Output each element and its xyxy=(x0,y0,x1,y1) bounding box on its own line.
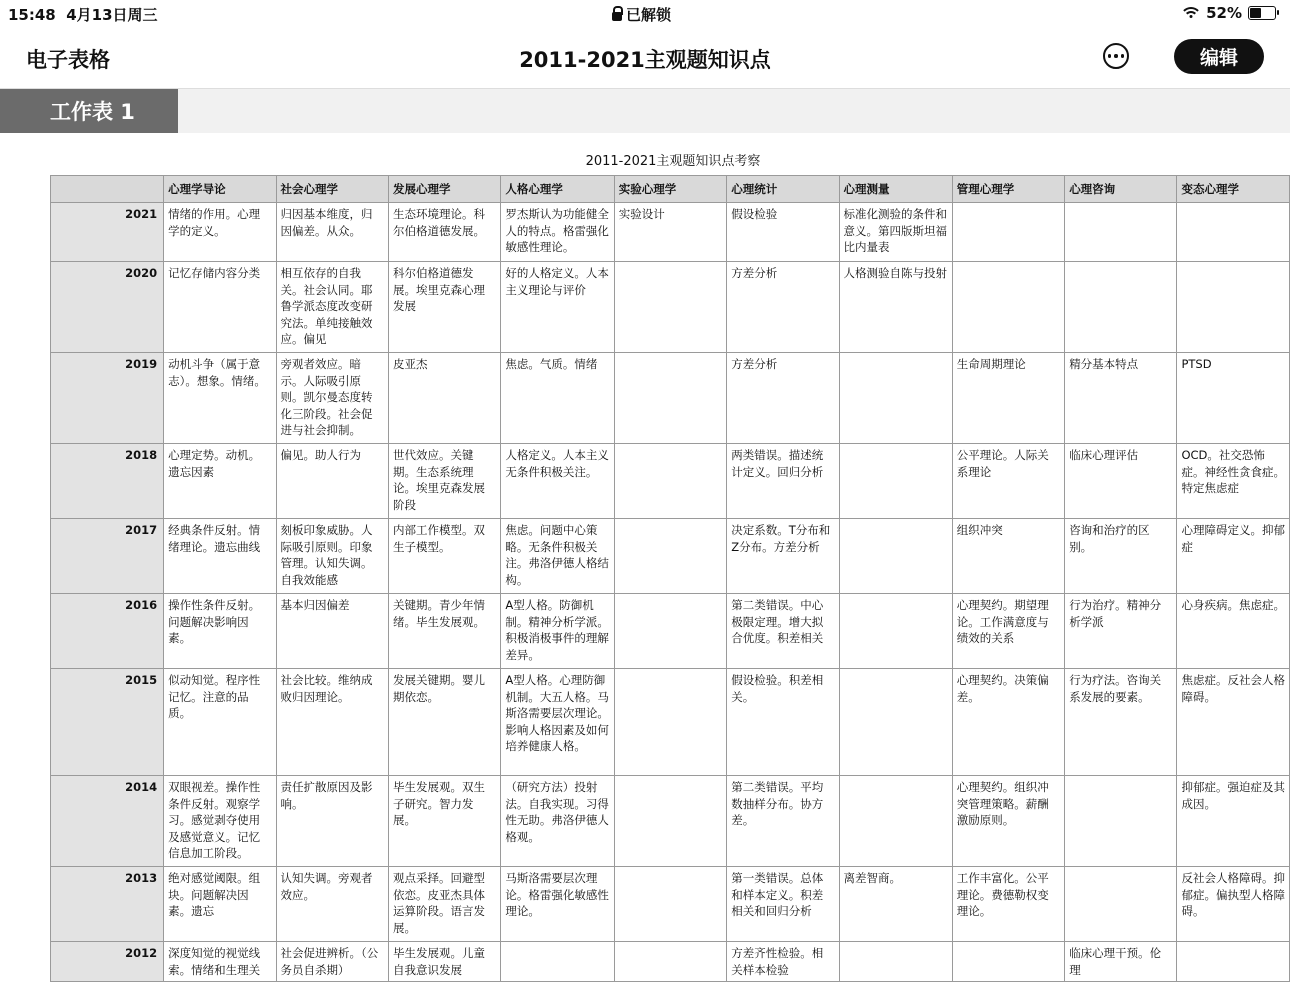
table-cell[interactable]: 第二类错误。平均数抽样分布。协方差。 xyxy=(727,776,839,867)
table-cell[interactable]: 方差分析 xyxy=(727,353,839,444)
table-cell[interactable]: 第一类错误。总体和样本定义。积差相关和回归分析 xyxy=(727,867,839,942)
table-cell[interactable] xyxy=(614,444,726,519)
table-cell[interactable] xyxy=(839,444,952,519)
table-cell[interactable]: 心理定势。动机。遗忘因素 xyxy=(164,444,276,519)
column-header[interactable]: 实验心理学 xyxy=(614,176,726,203)
table-cell[interactable]: 公平理论。人际关系理论 xyxy=(952,444,1064,519)
table-cell[interactable]: 绝对感觉阈限。组块。问题解决因素。遗忘 xyxy=(164,867,276,942)
edit-button[interactable]: 编辑 xyxy=(1174,39,1264,74)
table-cell[interactable]: 深度知觉的视觉线索。情绪和生理关 xyxy=(164,942,276,982)
table-cell[interactable]: 生态环境理论。科尔伯格道德发展。 xyxy=(388,203,500,262)
table-cell[interactable] xyxy=(839,353,952,444)
table-cell[interactable]: 生命周期理论 xyxy=(952,353,1064,444)
column-header[interactable]: 心理学导论 xyxy=(164,176,276,203)
table-cell[interactable]: 心身疾病。焦虑症。 xyxy=(1177,594,1290,669)
table-cell[interactable] xyxy=(952,203,1064,262)
table-cell[interactable]: 心理契约。组织冲突管理策略。薪酬激励原则。 xyxy=(952,776,1064,867)
nav-bar xyxy=(0,26,1290,88)
status-right xyxy=(1182,4,1276,22)
row-year-cell[interactable]: 2013 xyxy=(51,867,164,942)
column-header[interactable]: 人格心理学 xyxy=(501,176,614,203)
table-cell[interactable] xyxy=(614,519,726,594)
sheet-tab-1[interactable]: 工作表 1 xyxy=(0,89,178,133)
table-row xyxy=(51,519,1290,594)
table-cell[interactable] xyxy=(614,669,726,776)
table-cell[interactable] xyxy=(614,776,726,867)
table-cell[interactable] xyxy=(1065,776,1177,867)
table-cell[interactable]: 工作丰富化。公平理论。费德勒权变理论。 xyxy=(952,867,1064,942)
table-cell[interactable] xyxy=(1177,203,1290,262)
table-cell[interactable] xyxy=(839,776,952,867)
table-cell[interactable]: 焦虑。问题中心策略。无条件积极关注。弗洛伊德人格结构。 xyxy=(501,519,614,594)
table-cell[interactable]: 相互依存的自我关。社会认同。耶鲁学派态度改变研究法。单纯接触效应。偏见 xyxy=(276,262,388,353)
table-cell[interactable]: 毕生发展观。双生子研究。智力发展。 xyxy=(388,776,500,867)
table-cell[interactable]: 反社会人格障碍。抑郁症。偏执型人格障碍。 xyxy=(1177,867,1290,942)
table-row xyxy=(51,353,1290,444)
table-cell[interactable] xyxy=(1065,867,1177,942)
table-cell[interactable] xyxy=(839,519,952,594)
table-cell[interactable]: 焦虑。气质。情绪 xyxy=(501,353,614,444)
table-cell[interactable] xyxy=(501,942,614,982)
table-cell[interactable] xyxy=(952,942,1064,982)
table-cell[interactable] xyxy=(1177,262,1290,353)
table-cell[interactable]: 操作性条件反射。问题解决影响因素。 xyxy=(164,594,276,669)
table-row xyxy=(51,203,1290,262)
table-cell[interactable]: 决定系数。T分布和Z分布。方差分析 xyxy=(727,519,839,594)
battery-icon xyxy=(1248,6,1276,20)
wifi-icon xyxy=(1182,6,1200,20)
status-time: 15:48 4月13日周三 xyxy=(8,6,158,24)
table-cell[interactable]: OCD。社交恐怖症。神经性贪食症。特定焦虑症 xyxy=(1177,444,1290,519)
table-cell[interactable] xyxy=(614,262,726,353)
column-header[interactable]: 心理统计 xyxy=(727,176,839,203)
table-cell[interactable]: 假设检验。积差相关。 xyxy=(727,669,839,776)
table-row xyxy=(51,867,1290,942)
table-cell[interactable]: 归因基本维度，归因偏差。从众。 xyxy=(276,203,388,262)
table-cell[interactable]: 记忆存储内容分类 xyxy=(164,262,276,353)
column-header[interactable]: 心理咨询 xyxy=(1065,176,1177,203)
sheet-tab-bar xyxy=(0,88,1290,133)
row-year-cell[interactable]: 2016 xyxy=(51,594,164,669)
row-year-cell[interactable]: 2020 xyxy=(51,262,164,353)
battery-percent: 52% xyxy=(1206,4,1242,22)
table-cell[interactable]: 毕生发展观。儿童自我意识发展 xyxy=(388,942,500,982)
row-year-cell[interactable]: 2018 xyxy=(51,444,164,519)
table-cell[interactable]: 发展关键期。婴儿期依恋。 xyxy=(388,669,500,776)
table-cell[interactable]: 似动知觉。程序性记忆。注意的品质。 xyxy=(164,669,276,776)
table-cell[interactable]: 标准化测验的条件和意义。第四版斯坦福比内量表 xyxy=(839,203,952,262)
row-year-cell[interactable]: 2021 xyxy=(51,203,164,262)
table-cell[interactable] xyxy=(952,262,1064,353)
app-title-button[interactable]: 电子表格 xyxy=(26,48,110,72)
table-cell[interactable] xyxy=(1177,942,1290,982)
table-row xyxy=(51,669,1290,776)
table-cell[interactable]: 离差智商。 xyxy=(839,867,952,942)
table-cell[interactable]: 皮亚杰 xyxy=(388,353,500,444)
table-cell[interactable]: 抑郁症。强迫症及其成因。 xyxy=(1177,776,1290,867)
status-bar xyxy=(0,0,1290,26)
table-cell[interactable] xyxy=(1065,262,1177,353)
row-year-cell[interactable]: 2017 xyxy=(51,519,164,594)
header-row xyxy=(51,176,1290,203)
table-cell[interactable]: 基本归因偏差 xyxy=(276,594,388,669)
table-cell[interactable]: 经典条件反射。情绪理论。遗忘曲线 xyxy=(164,519,276,594)
table-cell[interactable] xyxy=(614,942,726,982)
row-year-cell[interactable]: 2019 xyxy=(51,353,164,444)
corner-cell xyxy=(51,176,164,203)
lock-icon xyxy=(612,12,622,21)
table-cell[interactable]: 社会比较。维纳成败归因理论。 xyxy=(276,669,388,776)
table-cell[interactable]: 关键期。青少年情绪。毕生发展观。 xyxy=(388,594,500,669)
table-cell[interactable]: 精分基本特点 xyxy=(1065,353,1177,444)
table-cell[interactable]: A型人格。防御机制。精神分析学派。积极消极事件的理解差异。 xyxy=(501,594,614,669)
table-cell[interactable] xyxy=(839,942,952,982)
table-row xyxy=(51,444,1290,519)
column-header[interactable]: 社会心理学 xyxy=(276,176,388,203)
table-cell[interactable]: 人格测验自陈与投射 xyxy=(839,262,952,353)
more-options-button[interactable] xyxy=(1103,43,1129,69)
table-cell[interactable]: 认知失调。旁观者效应。 xyxy=(276,867,388,942)
table-cell[interactable]: 社会促进辨析。（公务员自杀期） xyxy=(276,942,388,982)
table-cell[interactable]: 心理障碍定义。抑郁症 xyxy=(1177,519,1290,594)
table-cell[interactable]: 行为治疗。精神分析学派 xyxy=(1065,594,1177,669)
row-year-cell[interactable]: 2014 xyxy=(51,776,164,867)
table-row xyxy=(51,942,1290,982)
table-cell[interactable]: 世代效应。关键期。生态系统理论。埃里克森发展阶段 xyxy=(388,444,500,519)
table-cell[interactable]: 人格定义。人本主义无条件积极关注。 xyxy=(501,444,614,519)
table-cell[interactable]: A型人格。心理防御机制。大五人格。马斯洛需要层次理论。影响人格因素及如何培养健康人格。 xyxy=(501,669,614,776)
table-cell[interactable]: 科尔伯格道德发展。埃里克森心理发展 xyxy=(388,262,500,353)
table-cell[interactable]: 两类错误。描述统计定义。回归分析 xyxy=(727,444,839,519)
table-cell[interactable]: 双眼视差。操作性条件反射。观察学习。感觉剥夺使用及感觉意义。记忆信息加工阶段。 xyxy=(164,776,276,867)
table-cell[interactable]: 心理契约。决策偏差。 xyxy=(952,669,1064,776)
table-cell[interactable]: 实验设计 xyxy=(614,203,726,262)
table-cell[interactable] xyxy=(614,867,726,942)
row-year-cell[interactable]: 2012 xyxy=(51,942,164,982)
table-cell[interactable]: 临床心理干预。伦理 xyxy=(1065,942,1177,982)
table-cell[interactable]: 心理契约。期望理论。工作满意度与绩效的关系 xyxy=(952,594,1064,669)
table-cell[interactable]: 罗杰斯认为功能健全人的特点。格雷强化敏感性理论。 xyxy=(501,203,614,262)
table-cell[interactable]: 动机斗争（属于意志）。想象。情绪。 xyxy=(164,353,276,444)
column-header[interactable]: 心理测量 xyxy=(839,176,952,203)
table-cell[interactable] xyxy=(839,594,952,669)
table-cell[interactable]: 行为疗法。咨询关系发展的要素。 xyxy=(1065,669,1177,776)
table-cell[interactable]: 组织冲突 xyxy=(952,519,1064,594)
table-row xyxy=(51,594,1290,669)
table-cell[interactable]: 好的人格定义。人本主义理论与评价 xyxy=(501,262,614,353)
table-cell[interactable] xyxy=(839,669,952,776)
table-cell[interactable]: 情绪的作用。心理学的定义。 xyxy=(164,203,276,262)
column-header[interactable]: 变态心理学 xyxy=(1177,176,1290,203)
table-cell[interactable] xyxy=(1065,203,1177,262)
table-cell[interactable]: 偏见。助人行为 xyxy=(276,444,388,519)
table-cell[interactable]: 刻板印象威胁。人际吸引原则。印象管理。认知失调。自我效能感 xyxy=(276,519,388,594)
table-title: 2011-2021主观题知识点考察 xyxy=(585,154,761,169)
table-cell[interactable]: 临床心理评估 xyxy=(1065,444,1177,519)
table-row xyxy=(51,262,1290,353)
table-cell[interactable]: （研究方法）投射法。自我实现。习得性无助。弗洛伊德人格观。 xyxy=(501,776,614,867)
table-cell[interactable]: 假设检验 xyxy=(727,203,839,262)
table-cell[interactable]: 责任扩散原因及影响。 xyxy=(276,776,388,867)
table-cell[interactable]: 方差分析 xyxy=(727,262,839,353)
row-year-cell[interactable]: 2015 xyxy=(51,669,164,776)
table-cell[interactable]: 马斯洛需要层次理论。格雷强化敏感性理论。 xyxy=(501,867,614,942)
table-cell[interactable]: 焦虑症。反社会人格障碍。 xyxy=(1177,669,1290,776)
table-cell[interactable] xyxy=(614,353,726,444)
table-cell[interactable]: 第二类错误。中心极限定理。增大拟合优度。积差相关 xyxy=(727,594,839,669)
table-cell[interactable]: PTSD xyxy=(1177,353,1290,444)
lock-status: 已解锁 xyxy=(612,4,671,25)
table-cell[interactable]: 观点采择。回避型依恋。皮亚杰具体运算阶段。语言发展。 xyxy=(388,867,500,942)
column-header[interactable]: 管理心理学 xyxy=(952,176,1064,203)
spreadsheet-table[interactable] xyxy=(50,175,1290,982)
table-cell[interactable] xyxy=(614,594,726,669)
table-cell[interactable]: 方差齐性检验。相关样本检验 xyxy=(727,942,839,982)
table-row xyxy=(51,776,1290,867)
ellipsis-icon xyxy=(1108,54,1112,58)
table-cell[interactable]: 旁观者效应。暗示。人际吸引原则。凯尔曼态度转化三阶段。社会促进与社会抑制。 xyxy=(276,353,388,444)
document-title: 2011-2021主观题知识点 xyxy=(519,48,771,72)
column-header[interactable]: 发展心理学 xyxy=(388,176,500,203)
table-cell[interactable]: 咨询和治疗的区别。 xyxy=(1065,519,1177,594)
table-cell[interactable]: 内部工作模型。双生子模型。 xyxy=(388,519,500,594)
